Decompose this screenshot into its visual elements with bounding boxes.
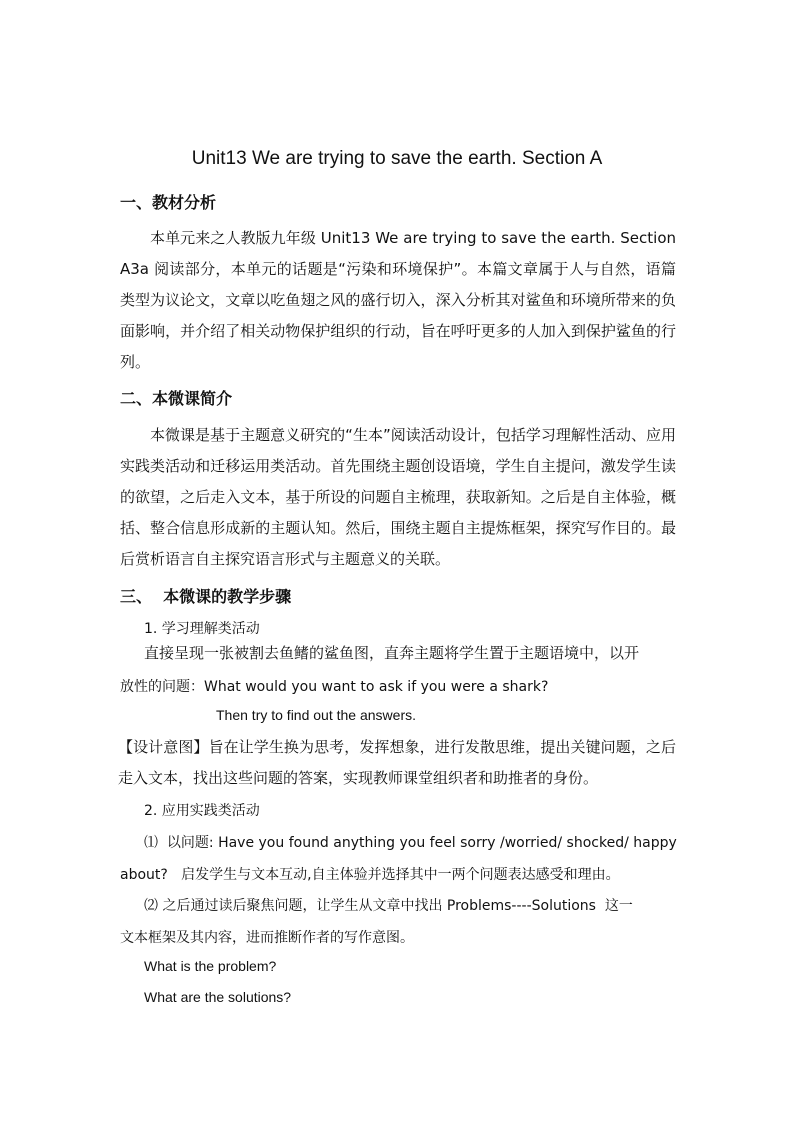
section-heading-textbook-analysis: 一、教材分析 <box>120 193 217 212</box>
section-heading-teaching-steps: 三、 本微课的教学步骤 <box>120 587 292 606</box>
design-intent-paragraph: 【设计意图】旨在让学生换为思考，发挥想象，进行发散思维，提出关键问题，之后走入文本，找出这些问题的答案，实现教师课堂组织者和助推者的身份。 <box>118 738 676 787</box>
step2-title: 2. 应用实践类活动 <box>144 803 260 819</box>
step2-item2-line2: 文本框架及其内容，进而推断作者的写作意图。 <box>120 930 414 946</box>
step1-line-3: Then try to find out the answers. <box>216 707 416 723</box>
step1-title: 1. 学习理解类活动 <box>144 621 260 637</box>
question-solutions: What are the solutions? <box>144 989 292 1005</box>
step2-item1-line2: about? 启发学生与文本互动,自主体验并选择其中一两个问题表达感受和理由。 <box>120 867 620 883</box>
step1-line-2: 放性的问题：What would you want to ask if you were a shark? <box>120 679 549 695</box>
step2-item2-line1: ⑵ 之后通过读后聚焦问题，让学生从文章中找出 Problems----Solutions 这一 <box>144 898 633 914</box>
paragraph-microlesson-intro: 本微课是基于主题意义研究的“生本”阅读活动设计，包括学习理解性活动、应用实践类活动和迁移运用类活动。首先围绕主题创设语境，学生自主提问，激发学生读的欲望，之后走入文本，基于所设的问题自主梳理，获取新知。之后是自主体验，概括、整合信息形成新的主题认知。然后，围绕主题自主提炼框架，探究写作目的。最后赏析语言自主探究语言形式与主题意义的关联。 <box>120 426 676 568</box>
question-problem: What is the problem? <box>144 958 277 974</box>
document-title: Unit13 We are trying to save the earth. Section A <box>191 148 603 169</box>
step2-item1-line1: ⑴ 以问题: Have you found anything you feel sorry /worried/ shocked/ happy <box>144 835 677 851</box>
paragraph-textbook-analysis: 本单元来之人教版九年级 Unit13 We are trying to save the earth. Section A3a 阅读部分，本单元的话题是“污染和环境保护”。本篇文章属于人与自然，语篇类型为议论文，文章以吃鱼翅之风的盛行切入，深入分析其对鲨鱼和环境所带来的负面影响，并介绍了相关动物保护组织的行动，旨在呼吁更多的人加入到保护鲨鱼的行列。 <box>120 229 676 371</box>
section-heading-microlesson-intro: 二、本微课简介 <box>120 389 233 408</box>
step1-line-1: 直接呈现一张被割去鱼鳍的鲨鱼图，直奔主题将学生置于主题语境中，以开 <box>144 644 640 662</box>
